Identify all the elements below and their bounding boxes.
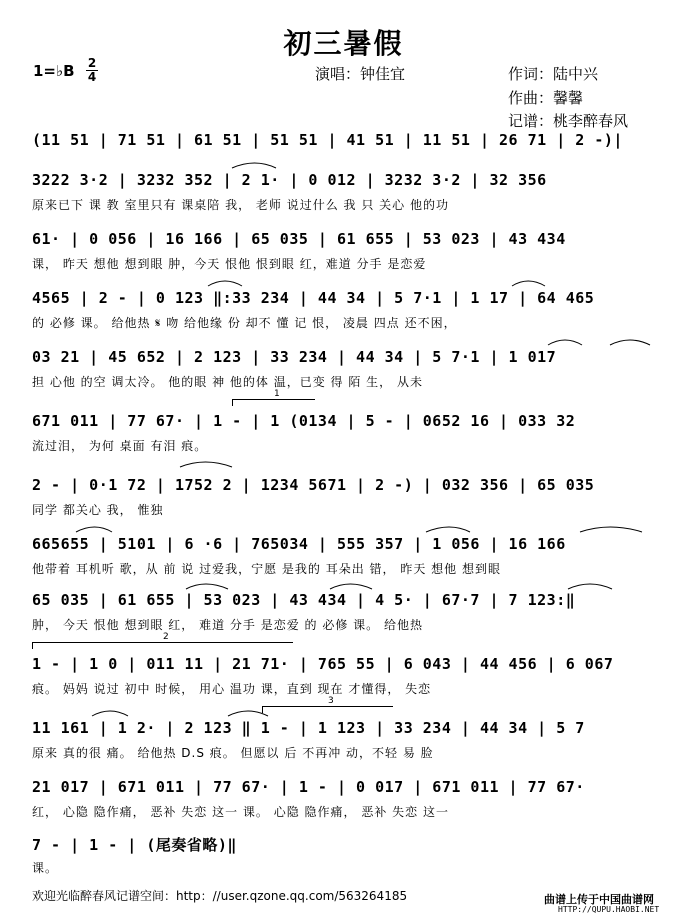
system-5-lyrics: 担 心他 的空 调太冷。 他的眼 神 他的体 温，已变 得 陌 生， 从未 xyxy=(32,375,423,389)
system-8-lyrics: 他带着 耳机听 歌，从 前 说 过爱我，宁愿 是我的 耳朵出 错， 昨天 想他 想到眼 xyxy=(32,562,501,576)
system-4-notes: 4565 | 2 - | 0 123 ‖:33 234 | 44 34 | 5 7·1 | 1 17 | 64 465 xyxy=(32,289,595,307)
volta-number-3: 3 xyxy=(328,696,334,706)
composer-credit: 作曲：馨馨 xyxy=(508,89,584,107)
system-12-lyrics: 红， 心隐 隐作痛， 恶补 失恋 这一 课。 心隐 隐作痛， 恶补 失恋 这一 xyxy=(32,805,449,819)
system-4-lyrics: 的 必修 课。 给他热 𝄋 吻 给他缘 份 却不 懂 记 恨， 凌晨 四点 还不困， xyxy=(32,316,457,330)
system-9-notes: 65 035 | 61 655 | 53 023 | 43 434 | 4 5· | 67·7 | 7 123:‖ xyxy=(32,591,576,609)
time-bottom: 4 xyxy=(87,70,97,84)
singer-credit: 演唱：钟佳宜 xyxy=(315,65,406,83)
system-6-lyrics: 流过泪， 为何 桌面 有泪 痕。 xyxy=(32,439,208,453)
system-10-notes: 1 - | 1 0 | 011 11 | 21 71· | 765 55 | 6 043 | 44 456 | 6 067 xyxy=(32,655,614,673)
system-9-lyrics: 肿， 今天 恨他 想到眼 红， 难道 分手 是恋爱 的 必修 课。 给他热 xyxy=(32,618,423,632)
lyricist-credit: 作词：陆中兴 xyxy=(508,65,599,83)
system-3-lyrics: 课， 昨天 想他 想到眼 肿，今天 恨他 恨到眼 红，难道 分手 是恋爱 xyxy=(32,257,427,271)
key-signature: 1=♭B xyxy=(33,62,75,80)
system-3-notes: 61· | 0 056 | 16 166 | 65 035 | 61 655 | 53 023 | 43 434 xyxy=(32,230,566,248)
system-10-lyrics: 痕。 妈妈 说过 初中 时候， 用心 温功 课，直到 现在 才懂得， 失恋 xyxy=(32,682,432,696)
transcriber-credit: 记谱：桃李醉春风 xyxy=(508,112,629,130)
system-11-lyrics: 原来 真的很 痛。 给他热 D.S 痕。 但愿以 后 不再冲 动，不轻 易 脸 xyxy=(32,746,434,760)
system-8-notes: 665655 | 5101 | 6 ·6 | 765034 | 555 357 | 1 056 | 16 166 xyxy=(32,535,566,553)
system-1-notes: (11 51 | 71 51 | 61 51 | 51 51 | 41 51 | 11 51 | 26 71 | 2 -)| xyxy=(32,131,623,149)
volta-number-2: 2 xyxy=(163,632,169,642)
system-7-lyrics: 同学 都关心 我， 惟独 xyxy=(32,503,164,517)
system-13-lyrics: 课。 xyxy=(32,861,59,875)
system-2-notes: 3222 3·2 | 3232 352 | 2 1· | 0 012 | 3232 3·2 | 32 356 xyxy=(32,171,547,189)
system-5-notes: 03 21 | 45 652 | 2 123 | 33 234 | 44 34 | 5 7·1 | 1 017 xyxy=(32,348,557,366)
system-11-notes: 11 161 | 1 2· | 2 123 ‖ 1 - | 1 123 | 33 234 | 44 34 | 5 7 xyxy=(32,719,585,737)
system-12-notes: 21 017 | 671 011 | 77 67· | 1 - | 0 017 | 671 011 | 77 67· xyxy=(32,778,585,796)
volta-number-1: 1 xyxy=(274,389,280,399)
system-7-notes: 2 - | 0·1 72 | 1752 2 | 1234 5671 | 2 -) | 032 356 | 65 035 xyxy=(32,476,595,494)
system-6-notes: 671 011 | 77 67· | 1 - | 1 (0134 | 5 - | 0652 16 | 033 32 xyxy=(32,412,576,430)
footer-text: 欢迎光临醉春风记谱空间：http：//user.qzone.qq.com/563264185 xyxy=(32,889,408,903)
system-2-lyrics: 原来已下 课 教 室里只有 课桌陪 我， 老师 说过什么 我 只 关心 他的功 xyxy=(32,198,449,212)
system-13-notes: 7 - | 1 - | (尾奏省略)‖ xyxy=(32,836,237,854)
song-title: 初三暑假 xyxy=(283,27,404,60)
watermark-title: 曲谱上传于中国曲谱网 xyxy=(544,893,654,906)
time-top: 2 xyxy=(87,56,97,70)
watermark-url: HTTP://QUPU.HAOBI.NET xyxy=(558,905,660,914)
